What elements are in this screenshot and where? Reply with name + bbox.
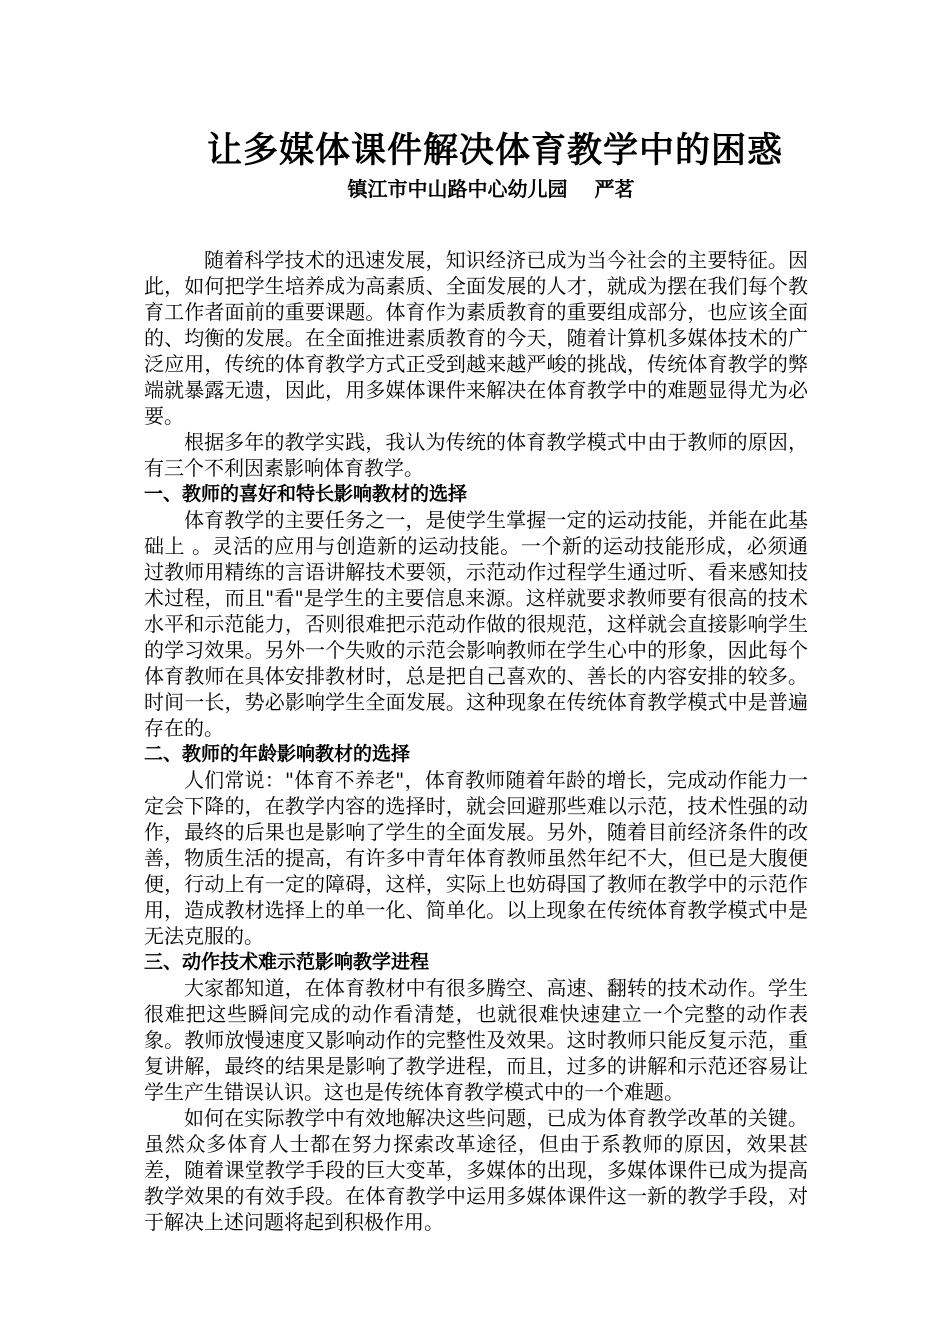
paragraph-conclusion: 如何在实际教学中有效地解决这些问题，已成为体育教学改革的关键。虽然众多体育人士都在努力探索改革途径，但由于系教师的原因，效果甚差，随着课堂教学手段的巨大变革，多媒体的出现，多媒体课件已成为提高教学效果的有效手段。在体育教学中运用多媒体课件这一新的教学手段，对于解决上述问题将起到积极作用。: [144, 1106, 808, 1234]
paragraph-section-2: 人们常说："体育不养老"，体育教师随着年龄的增长，完成动作能力一定会下降的，在教学内容的选择时，就会回避那些难以示范，技术性强的动作，最终的后果也是影响了学生的全面发展。另外，随着目前经济条件的改善，物质生活的提高，有许多中青年体育教师虽然年纪不大，但已是大腹便便，行动上有一定的障碍，这样，实际上也妨碍国了教师在教学中的示范作用，造成教材选择上的单一化、简单化。以上现象在传统体育教学模式中是无法克服的。: [144, 768, 808, 948]
document-page: [144, 128, 808, 1235]
paragraph-section-3: 大家都知道，在体育教材中有很多腾空、高速、翻转的技术动作。学生很难把这些瞬间完成的动作看清楚，也就很难快速建立一个完整的动作表象。教师放慢速度又影响动作的完整性及效果。这时教师只能反复示范，重复讲解，最终的结果是影响了教学进程，而且，过多的讲解和示范还容易让学生产生错误认识。这也是传统体育教学模式中的一个难题。: [144, 976, 808, 1104]
section-heading-2: 二、教师的年龄影响教材的选择: [144, 743, 411, 765]
section-heading-1: 一、教师的喜好和特长影响教材的选择: [144, 483, 468, 505]
paragraph-intro: 随着科学技术的迅速发展，知识经济已成为当今社会的主要特征。因此，如何把学生培养成为高素质、全面发展的人才，就成为摆在我们每个教育工作者面前的重要课题。体育作为素质教育的重要组成部分，也应该全面的、均衡的发展。在全面推进素质教育的今天，随着计算机多媒体技术的广泛应用，传统的体育教学方式正受到越来越严峻的挑战，传统体育教学的弊端就暴露无遗，因此，用多媒体课件来解决在体育教学中的难题显得尤为必要。: [144, 248, 808, 428]
document-title: 让多媒体课件解决体育教学中的困惑: [206, 130, 783, 171]
author-line: 镇江市中山路中心幼儿园 严茗: [347, 177, 635, 201]
paragraph-section-1: 体育教学的主要任务之一，是使学生掌握一定的运动技能，并能在此基础上 。灵活的应用与创造新的运动技能。一个新的运动技能形成，必须通过教师用精练的言语讲解技术要领，示范动作过程学生通过听、看来感知技术过程，而且"看"是学生的主要信息来源。这样就要求教师要有很高的技术水平和示范能力，否则很难把示范动作做的很规范，这样就会直接影响学生的学习效果。另外一个失败的示范会影响教师在学生心中的形象，因此每个体育教师在具体安排教材时，总是把自己喜欢的、善长的内容安排的较多。时间一长，势必影响学生全面发展。这种现象在传统体育教学模式中是普遍存在的。: [144, 508, 808, 740]
spacer: [144, 204, 808, 247]
paragraph-overview: 根据多年的教学实践，我认为传统的体育教学模式中由于教师的原因，有三个不利因素影响体育教学。: [144, 430, 808, 480]
section-heading-3: 三、动作技术难示范影响教学进程: [144, 951, 430, 973]
